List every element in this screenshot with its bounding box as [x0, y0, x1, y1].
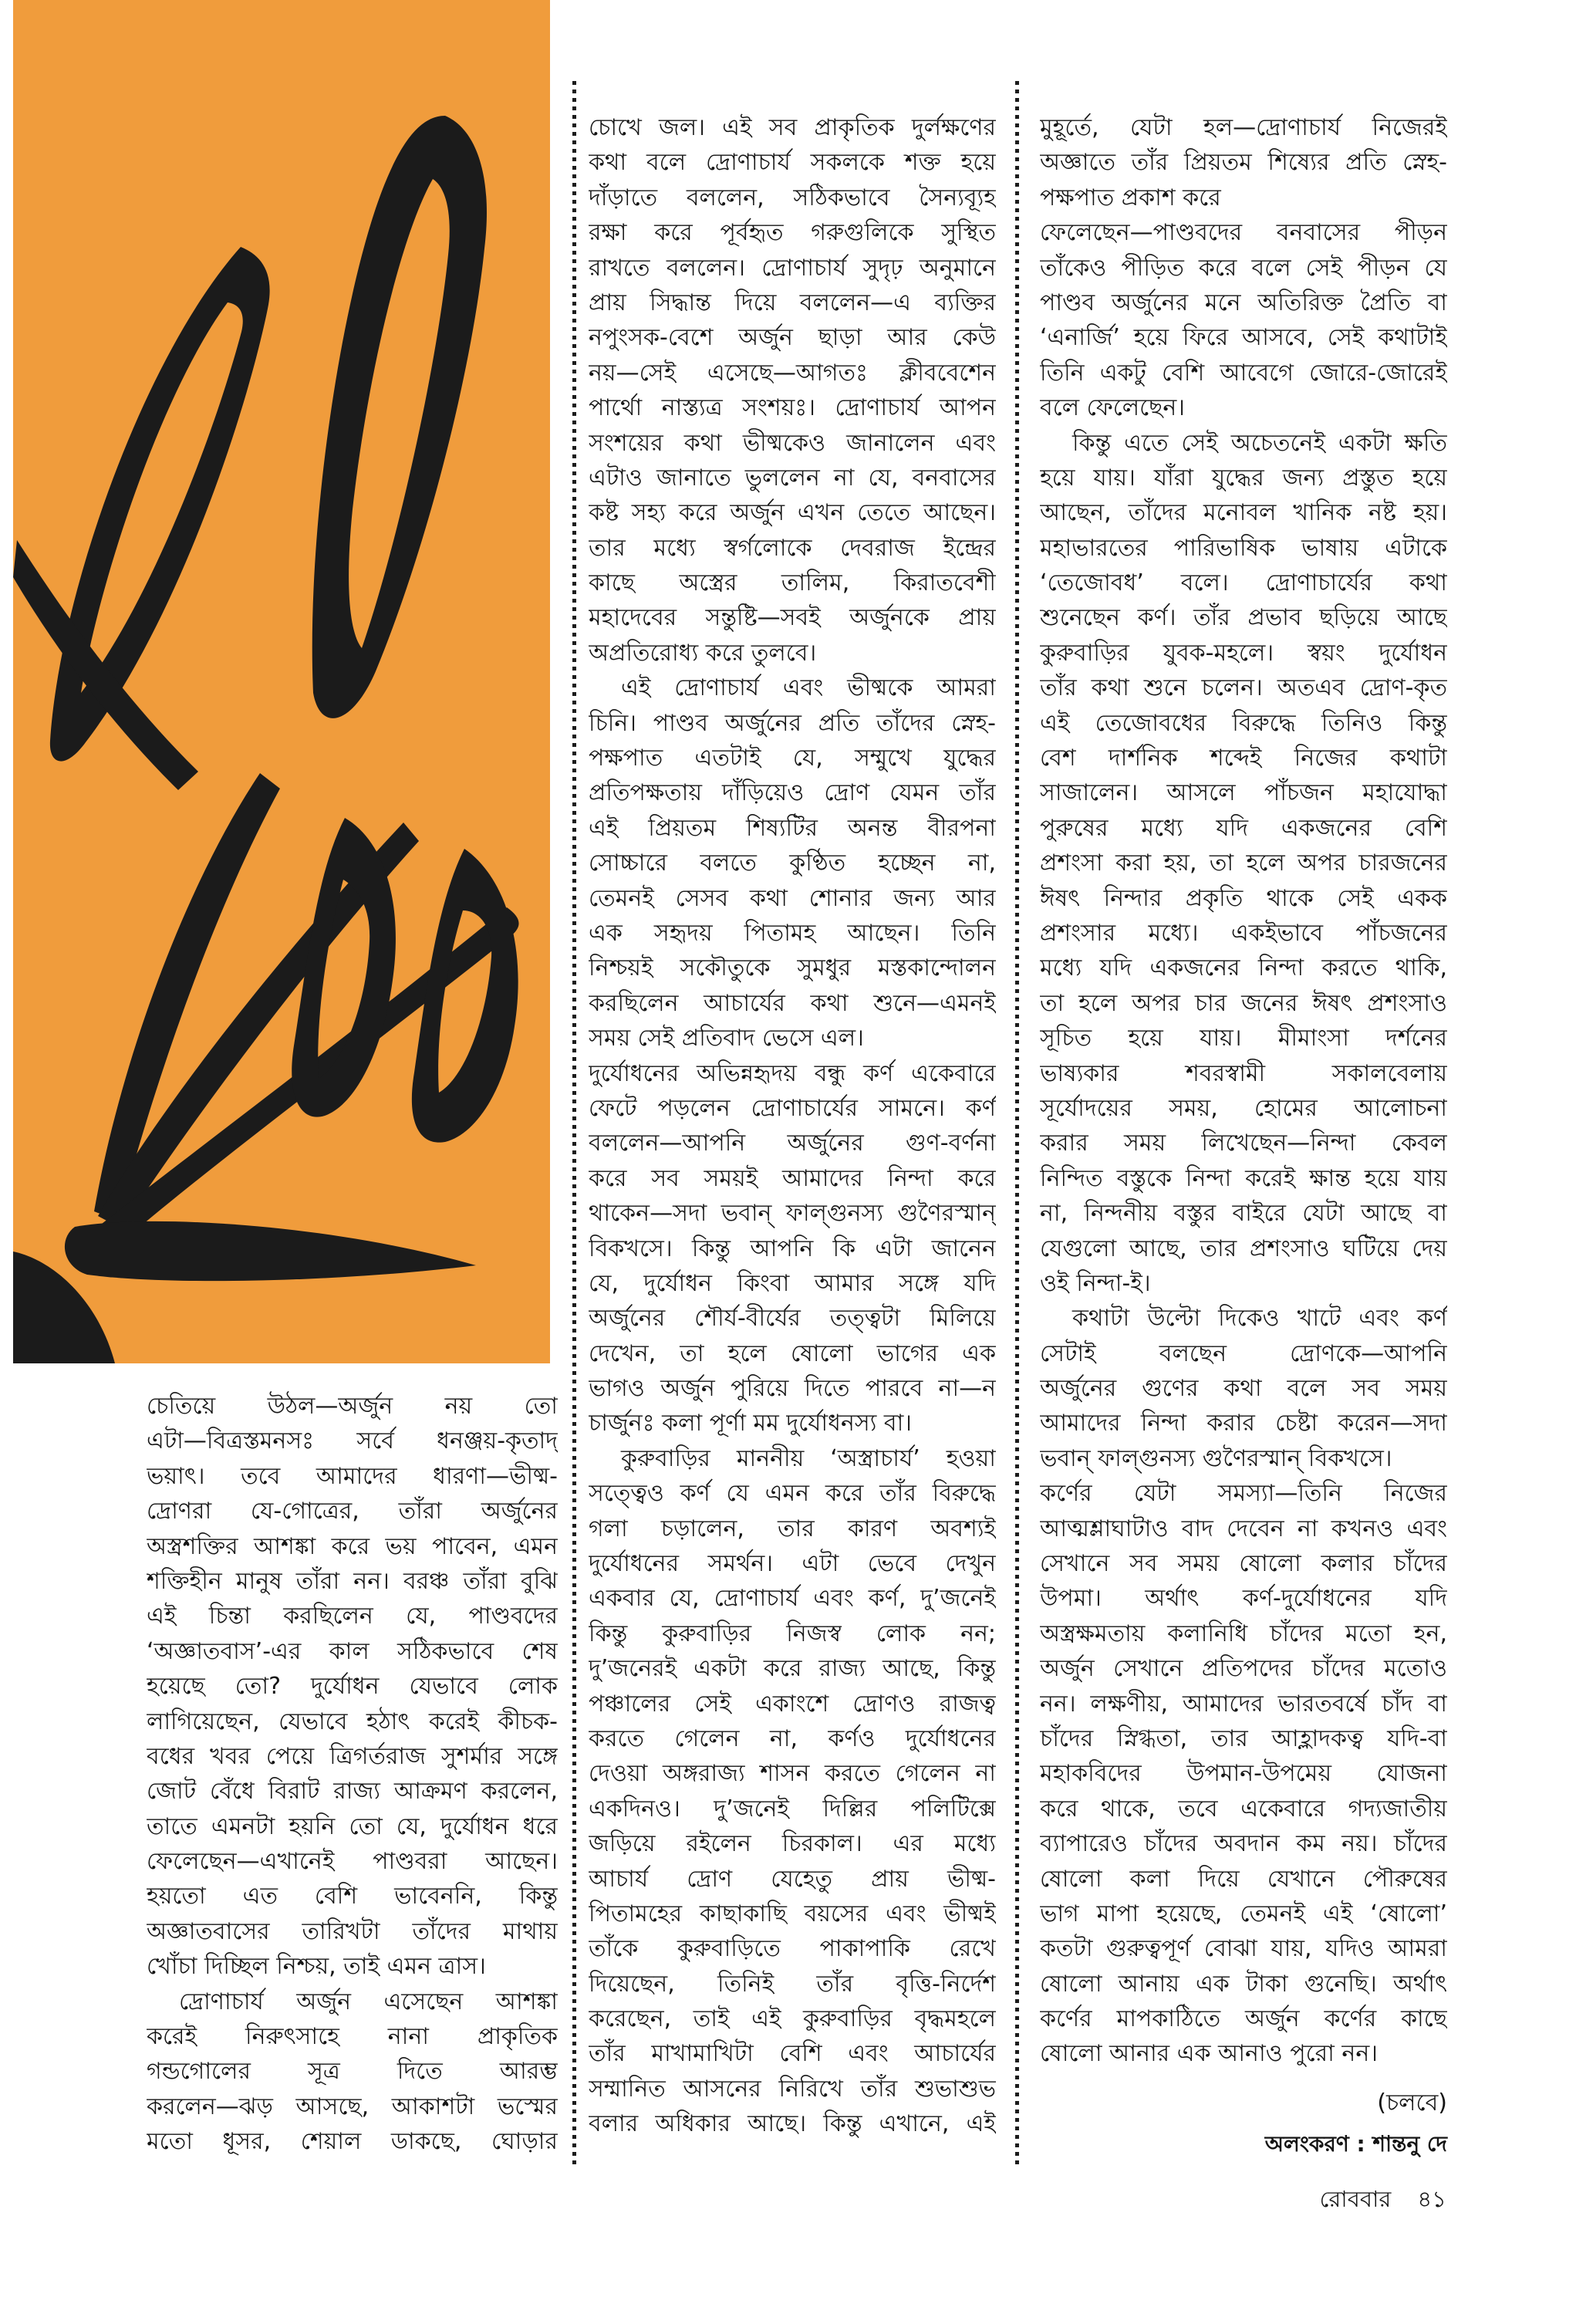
text-line: সাজালেন। আসলে পাঁচজন মহাযোদ্ধা [1040, 779, 1447, 807]
text-line: চেতিয়ে উঠল—অর্জুন নয় তো [147, 1393, 558, 1420]
text-line: রাখতে বললেন। দ্রোণাচার্য সুদৃঢ় অনুমানে [589, 254, 996, 282]
text-line: গলা চড়ালেন, তার কারণ অবশ্যই [589, 1515, 996, 1542]
text-line: কিন্তু কুরুবাড়ির নিজস্ব লোক নন; [589, 1620, 996, 1647]
text-line: নিশ্চয়ই সকৌতুকে সুমধুর মস্তকান্দোলন [589, 954, 996, 982]
text-line: একবার যে, দ্রোণাচার্য এবং কর্ণ, দু’জনেই [589, 1585, 996, 1613]
text-column-2 [589, 110, 996, 2142]
text-line: সূর্যোদয়ের সময়, হোমের আলোচনা [1040, 1094, 1447, 1122]
text-line: অজ্ঞাতবাসের তারিখটা তাঁদের মাথায় [147, 1917, 558, 1945]
column-divider [1015, 81, 1019, 2164]
text-line: পার্থো নাস্ত্যত্র সংশয়ঃ। দ্রোণাচার্য আপন [589, 394, 996, 422]
text-line: নন। লক্ষণীয়, আমাদের ভারতবর্ষে চাঁদ বা [1040, 1690, 1447, 1718]
brush-stroke-leaves-icon [13, 0, 550, 1363]
text-line: দিয়েছেন, তিনিই তাঁর বৃত্তি-নির্দেশ [589, 1970, 996, 1998]
text-line: নয়—সেই এসেছে—আগতঃ ক্লীববেশেন [589, 359, 996, 387]
text-line: বধের খবর পেয়ে ত্রিগর্তরাজ সুশর্মার সঙ্গে [147, 1742, 558, 1770]
text-line: তাঁকে কুরুবাড়িতে পাকাপাকি রেখে [589, 1935, 996, 1963]
text-line: বেশ দার্শনিক শব্দেই নিজের কথাটা [1040, 745, 1447, 772]
text-line: কথা বলে দ্রোণাচার্য সকলকে শক্ত হয়ে [589, 149, 996, 177]
text-line: নিন্দিত বস্তুকে নিন্দা করেই ক্ষান্ত হয়ে যায় [1040, 1164, 1447, 1192]
illustration-panel [13, 0, 550, 1363]
text-line: ষোলো আনার এক আনাও পুরো নন। [1040, 2040, 1378, 2068]
text-line: প্রতিপক্ষতায় দাঁড়িয়েও দ্রোণ যেমন তাঁর [589, 779, 996, 807]
text-line: ওই নিন্দা-ই। [1040, 1269, 1151, 1297]
text-line: তেমনই সেসব কথা শোনার জন্য আর [589, 884, 996, 912]
text-line: না, নিন্দনীয় বস্তুর বাইরে যেটা আছে বা [1040, 1200, 1447, 1228]
text-line: গন্ডগোলের সূত্র দিতে আরম্ভ [147, 2058, 558, 2086]
text-line: ফেলেছেন—পাণ্ডবদের বনবাসের পীড়ন [1040, 219, 1447, 247]
text-line: সেখানে সব সময় ষোলো কলার চাঁদের [1040, 1550, 1447, 1578]
text-line: কুরুবাড়ির মাননীয় ‘অস্ত্রাচার্য’ হওয়া [621, 1444, 996, 1472]
text-line: কর্ণের যেটা সমস্যা—তিনি নিজের [1040, 1480, 1447, 1508]
text-line: তাঁর মাখামাখিটা বেশি এবং আচার্যের [589, 2040, 996, 2068]
text-line: এটাও জানাতে ভুললেন না যে, বনবাসের [589, 464, 996, 491]
text-line: করেই নিরুৎসাহে নানা প্রাকৃতিক [147, 2023, 558, 2051]
text-line: ভাষ্যকার শবরস্বামী সকালবেলায় [1040, 1059, 1447, 1087]
text-line: করে সব সময়ই আমাদের নিন্দা করে [589, 1164, 996, 1192]
text-line: মুহূর্তে, যেটা হল—দ্রোণাচার্য নিজেরই [1040, 114, 1447, 141]
text-line: পক্ষপাত এতটাই যে, সম্মুখে যুদ্ধের [589, 745, 996, 772]
text-line: চার্জুনঃ কলা পূর্ণা মম দুর্যোধনস্য বা। [589, 1410, 913, 1437]
text-line: অর্জুনের গুণের কথা বলে সব সময় [1040, 1375, 1447, 1403]
text-line: এই তেজোবধের বিরুদ্ধে তিনিও কিন্তু [1040, 709, 1447, 737]
text-line: এটা—বিত্রস্তমনসঃ সর্বে ধনঞ্জয়-কৃতাদ্ [147, 1427, 558, 1455]
text-line: ‘এনার্জি’ হয়ে ফিরে আসবে, সেই কথাটাই [1040, 324, 1447, 352]
text-line: চোখে জল। এই সব প্রাকৃতিক দুর্লক্ষণের [589, 114, 996, 141]
text-line: লাগিয়েছেন, যেভাবে হঠাৎ করেই কীচক- [147, 1708, 558, 1735]
text-line: মহাভারতের পারিভাষিক ভাষায় এটাকে [1040, 534, 1447, 562]
text-line: শুনেছেন কর্ণ। তাঁর প্রভাব ছড়িয়ে আছে [1040, 604, 1447, 632]
text-line: সম্মানিত আসনের নিরিখে তাঁর শুভাশুভ [589, 2075, 996, 2103]
magazine-name: রোববার [1319, 2186, 1392, 2212]
text-column-3 [1040, 110, 1447, 2161]
text-line: বলার অধিকার আছে। কিন্তু এখানে, এই [589, 2110, 996, 2138]
text-line: দ্রোণাচার্য অর্জুন এসেছেন আশঙ্কা [179, 1988, 558, 2015]
text-line: কতটা গুরুত্বপূর্ণ বোঝা যায়, যদিও আমরা [1040, 1935, 1447, 1963]
text-line: ভবান্ ফাল্গুনস্য গুণৈরস্মান্ বিকখসে। [1040, 1444, 1392, 1472]
text-line: আছেন, তাঁদের মনোবল খানিক নষ্ট হয়। [1040, 499, 1447, 527]
text-line: আত্মশ্লাঘাটাও বাদ দেবেন না কখনও এবং [1040, 1515, 1447, 1542]
text-line: সংশয়ের কথা ভীষ্মকেও জানালেন এবং [589, 429, 996, 457]
text-line: তার মধ্যে স্বর্গলোকে দেবরাজ ইন্দ্রের [589, 534, 996, 562]
text-line: অস্ত্রক্ষমতায় কলানিধি চাঁদের মতো হন, [1040, 1620, 1447, 1647]
text-line: ষোলো আনায় এক টাকা গুনেছি। অর্থাৎ [1040, 1970, 1447, 1998]
text-line: সত্ত্বেও কর্ণ যে এমন করে তাঁর বিরুদ্ধে [589, 1480, 996, 1508]
text-line: করে থাকে, তবে একেবারে গদ্যজাতীয় [1040, 1795, 1447, 1822]
text-line: বলে ফেলেছেন। [1040, 394, 1186, 422]
text-line: হয়েছে তো? দুর্যোধন যেভাবে লোক [147, 1673, 558, 1701]
text-line: জড়িয়ে রইলেন চিরকাল। এর মধ্যে [589, 1830, 996, 1858]
text-line: কষ্ট সহ্য করে অর্জুন এখন তেতে আছেন। [589, 499, 996, 527]
text-line: কুরুবাড়ির যুবক-মহলে। স্বয়ং দুর্যোধন [1040, 639, 1447, 667]
text-line: বিকখসে। কিন্তু আপনি কি এটা জানেন [589, 1235, 996, 1262]
text-line: কথাটা উল্টো দিকেও খাটে এবং কর্ণ [1072, 1305, 1447, 1333]
text-line: অস্ত্রশক্তির আশঙ্কা করে ভয় পাবেন, এমন [147, 1532, 558, 1560]
text-line: নপুংসক-বেশে অর্জুন ছাড়া আর কেউ [589, 324, 996, 352]
text-line: মহাকবিদের উপমান-উপমেয় যোজনা [1040, 1760, 1447, 1788]
continuation-note: (চলবে) [1377, 2089, 1447, 2116]
text-line: ষোলো কলা দিয়ে যেখানে পৌরুষের [1040, 1865, 1447, 1893]
text-line: দ্রোণরা যে-গোত্রের, তাঁরা অর্জুনের [147, 1498, 558, 1525]
text-line: থাকেন—সদা ভবান্ ফাল্গুনস্য গুণৈরস্মান্ [589, 1200, 996, 1228]
text-line: এক সহৃদয় পিতামহ আছেন। তিনি [589, 919, 996, 947]
text-line: করার সময় লিখেছেন—নিন্দা কেবল [1040, 1130, 1447, 1157]
text-line: ফেলেছেন—এখানেই পাণ্ডবরা আছেন। [147, 1848, 558, 1876]
page-number: ৪১ [1417, 2186, 1446, 2212]
text-line: অজ্ঞাতে তাঁর প্রিয়তম শিষ্যের প্রতি স্নেহ- [1040, 149, 1447, 177]
text-line: শক্তিহীন মানুষ তাঁরা নন। বরঞ্চ তাঁরা বুঝি [147, 1567, 558, 1595]
text-line: ভাগ মাপা হয়েছে, তেমনই এই ‘ষোলো’ [1040, 1900, 1447, 1927]
text-line: পাণ্ডব অর্জুনের মনে অতিরিক্ত প্রৈতি বা [1040, 289, 1447, 316]
text-line: তাঁর কথা শুনে চলেন। অতএব দ্রোণ-কৃত [1040, 674, 1447, 702]
text-line: করলেন—ঝড় আসছে, আকাশটা ভস্মের [147, 2093, 558, 2120]
text-line: ঈষৎ নিন্দার প্রকৃতি থাকে সেই একক [1040, 884, 1447, 912]
text-line: ভাগও অর্জুন পুরিয়ে দিতে পারবে না—ন [589, 1375, 996, 1403]
text-line: একদিনও। দু’জনেই দিল্লির পলিটিক্সে [589, 1795, 996, 1822]
text-line: ফেটে পড়লেন দ্রোণাচার্যের সামনে। কর্ণ [589, 1094, 996, 1122]
text-line: দু’জনেরই একটা করে রাজ্য আছে, কিন্তু [589, 1655, 996, 1683]
column-divider [572, 81, 576, 2164]
text-line: উপমা। অর্থাৎ কর্ণ-দুর্যোধনের যদি [1040, 1585, 1447, 1613]
text-line: কাছে অস্ত্রের তালিম, কিরাতবেশী [589, 569, 996, 597]
text-line: জোট বেঁধে বিরাট রাজ্য আক্রমণ করলেন, [147, 1778, 558, 1805]
text-line: পক্ষপাত প্রকাশ করে [1040, 184, 1221, 211]
text-line: হয়ে যায়। যাঁরা যুদ্ধের জন্য প্রস্তুত হয়ে [1040, 464, 1447, 491]
text-line: সূচিত হয়ে যায়। মীমাংসা দর্শনের [1040, 1025, 1447, 1052]
text-line: পুরুষের মধ্যে যদি একজনের বেশি [1040, 814, 1447, 842]
text-line: দুর্যোধনের সমর্থন। এটা ভেবে দেখুন [589, 1550, 996, 1578]
text-line: তাতে এমনটা হয়নি তো যে, দুর্যোধন ধরে [147, 1812, 558, 1840]
text-line: প্রশংসা করা হয়, তা হলে অপর চারজনের [1040, 850, 1447, 877]
text-line: আমাদের নিন্দা করার চেষ্টা করেন—সদা [1040, 1410, 1447, 1437]
text-line: প্রশংসার মধ্যে। একইভাবে পাঁচজনের [1040, 919, 1447, 947]
text-line: দাঁড়াতে বললেন, সঠিকভাবে সৈন্যব্যূহ [589, 184, 996, 211]
text-line: এই প্রিয়তম শিষ্যটির অনন্ত বীরপনা [589, 814, 996, 842]
text-line: বললেন—আপনি অর্জুনের গুণ-বর্ণনা [589, 1130, 996, 1157]
page-footer [1320, 2185, 1446, 2213]
text-line: ভয়াৎ। তবে আমাদের ধারণা—ভীষ্ম- [147, 1462, 558, 1490]
text-line: ‘অজ্ঞাতবাস’-এর কাল সঠিকভাবে শেষ [147, 1637, 558, 1665]
text-line: অপ্রতিরোধ্য করে তুলবে। [589, 639, 817, 667]
text-line: তিনি একটু বেশি আবেগে জোরে-জোরেই [1040, 359, 1447, 387]
text-line: চিনি। পাণ্ডব অর্জুনের প্রতি তাঁদের স্নেহ- [589, 709, 996, 737]
text-line: খোঁচা দিচ্ছিল নিশ্চয়, তাই এমন ত্রাস। [147, 1953, 486, 1981]
text-line: করেছেন, তাই এই কুরুবাড়ির বৃদ্ধমহলে [589, 2005, 996, 2033]
text-line: যে, দুর্যোধন কিংবা আমার সঙ্গে যদি [589, 1269, 996, 1297]
text-line: পঞ্চালের সেই একাংশে দ্রোণও রাজত্ব [589, 1690, 996, 1718]
text-line: প্রায় সিদ্ধান্ত দিয়ে বললেন—এ ব্যক্তির [589, 289, 996, 316]
text-line: পিতামহের কাছাকাছি বয়সের এবং ভীষ্মই [589, 1900, 996, 1927]
text-line: ব্যাপারেও চাঁদের অবদান কম নয়। চাঁদের [1040, 1830, 1447, 1858]
text-line: তা হলে অপর চার জনের ঈষৎ প্রশংসাও [1040, 989, 1447, 1017]
text-line: সোচ্চারে বলতে কুণ্ঠিত হচ্ছেন না, [589, 850, 996, 877]
text-line: অর্জুন সেখানে প্রতিপদের চাঁদের মতোও [1040, 1655, 1447, 1683]
text-line: আচার্য দ্রোণ যেহেতু প্রায় ভীষ্ম- [589, 1865, 996, 1893]
text-line: মহাদেবের সন্তুষ্টি—সবই অর্জুনকে প্রায় [589, 604, 996, 632]
text-line: সময় সেই প্রতিবাদ ভেসে এল। [589, 1025, 864, 1052]
text-line: ‘তেজোবধ’ বলে। দ্রোণাচার্যের কথা [1040, 569, 1447, 597]
text-line: অর্জুনের শৌর্য-বীর্যের তত্ত্বটা মিলিয়ে [589, 1305, 996, 1333]
text-line: দেখেন, তা হলে ষোলো ভাগের এক [589, 1339, 996, 1367]
text-line: হয়তো এত বেশি ভাবেননি, কিন্তু [147, 1883, 558, 1910]
text-column-1 [147, 1389, 558, 2160]
text-line: করতে গেলেন না, কর্ণও দুর্যোধনের [589, 1724, 996, 1752]
text-line: যেগুলো আছে, তার প্রশংসাও ঘটিয়ে দেয় [1040, 1235, 1447, 1262]
text-line: কর্ণের মাপকাঠিতে অর্জুন কর্ণের কাছে [1040, 2005, 1447, 2033]
text-line: এই দ্রোণাচার্য এবং ভীষ্মকে আমরা [621, 674, 996, 702]
text-line: কিন্তু এতে সেই অচেতনেই একটা ক্ষতি [1072, 429, 1447, 457]
text-line: করছিলেন আচার্যের কথা শুনে—এমনই [589, 989, 996, 1017]
text-line: তাঁকেও পীড়িত করে বলে সেই পীড়ন যে [1040, 254, 1447, 282]
text-line: দুর্যোধনের অভিন্নহৃদয় বন্ধু কর্ণ একেবারে [589, 1059, 996, 1087]
text-line: মতো ধূসর, শেয়াল ডাকছে, ঘোড়ার [147, 2128, 558, 2156]
illustrator-credit: অলংকরণ : শান্তনু দে [1264, 2130, 1447, 2157]
text-line: রক্ষা করে পূর্বহৃত গরুগুলিকে সুস্থিত [589, 219, 996, 247]
text-line: দেওয়া অঙ্গরাজ্য শাসন করতে গেলেন না [589, 1760, 996, 1788]
text-line: এই চিন্তা করছিলেন যে, পাণ্ডবদের [147, 1603, 558, 1630]
text-line: সেটাই বলছেন দ্রোণকে—আপনি [1040, 1339, 1447, 1367]
text-line: চাঁদের স্নিগ্ধতা, তার আহ্লাদকত্ব যদি-বা [1040, 1724, 1447, 1752]
text-line: মধ্যে যদি একজনের নিন্দা করতে থাকি, [1040, 954, 1447, 982]
